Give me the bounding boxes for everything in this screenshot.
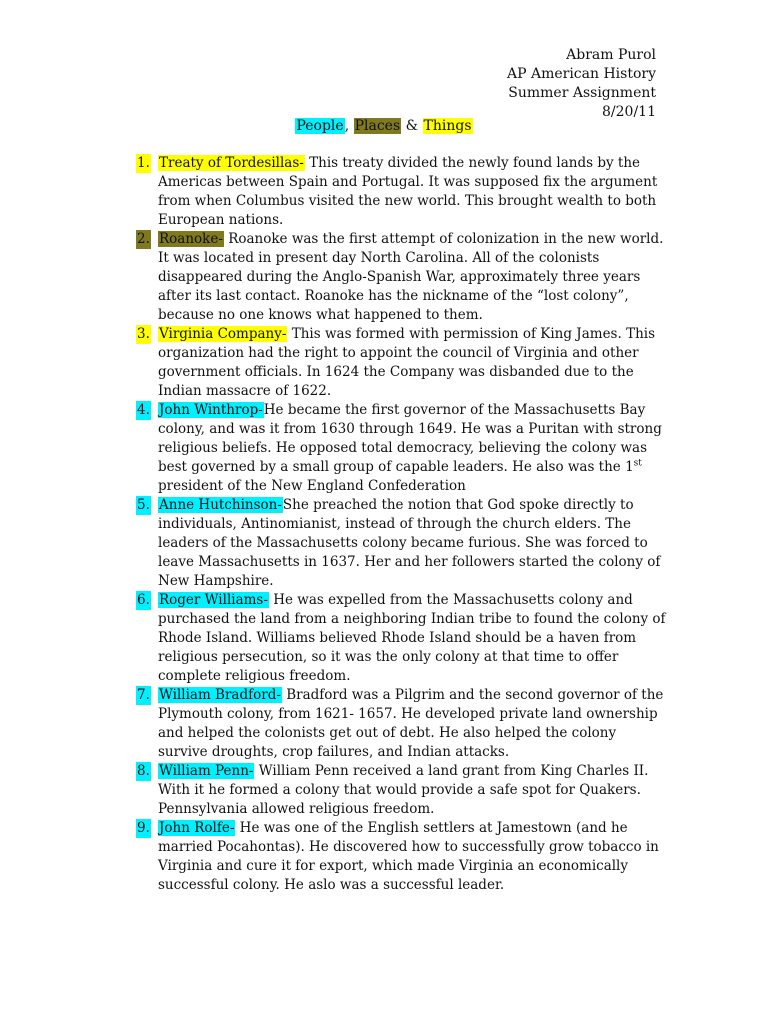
item-description: William Penn received a land grant from King Charles II. With it he formed a colony that would provide a safe spot for Quakers. Pennsylvania allowed religious freedom. bbox=[158, 763, 649, 817]
title-things: Things bbox=[423, 118, 472, 134]
item-description: He was expelled from the Massachusetts colony and purchased the land from a neighboring Indian tribe to found the colony of Rhode Island. Williams believed Rhode Island should be a haven from religious persecution, so it was the only colony at that time to offer complete religious freedom. bbox=[158, 592, 666, 684]
terms-list bbox=[136, 154, 666, 895]
title-separator-2: & bbox=[401, 118, 423, 134]
item-term: Treaty of Tordesillas- bbox=[159, 155, 304, 171]
item-description: He was one of the English settlers at Jamestown (and he married Pocahontas). He discovered how to successfully grow tobacco in Virginia and cure it for export, which made Virginia an economically successful colony. He aslo was a successful leader. bbox=[158, 820, 659, 893]
author-name: Abram Purol bbox=[566, 47, 656, 63]
item-description: He became the first governor of the Massachusetts Bay colony, and was it from 1630 through 1649. He was a Puritan with strong religious beliefs. He opposed total democracy, believing the colony was best governed by a small group of capable leaders. He also was the 1 bbox=[158, 402, 662, 475]
item-description: Bradford was a Pilgrim and the second governor of the Plymouth colony, from 1621- 1657. He developed private land ownership and helped the colonists get out of debt. He also helped the colony survive droughts, crop failures, and Indian attacks. bbox=[158, 687, 664, 760]
list-item bbox=[136, 762, 666, 819]
list-item bbox=[136, 819, 666, 895]
item-description: She preached the notion that God spoke directly to individuals, Antinomianist, instead of through the church elders. The leaders of the Massachusetts colony became furious. She was forced to leave Massachusetts in 1637. Her and her followers started the colony of New Hampshire. bbox=[158, 497, 661, 589]
item-number: 5. bbox=[137, 497, 150, 513]
item-number: 3. bbox=[137, 326, 150, 342]
author-header bbox=[507, 46, 656, 122]
list-item bbox=[136, 154, 666, 230]
assignment-date: 8/20/11 bbox=[602, 104, 656, 120]
list-item bbox=[136, 591, 666, 686]
title-separator-1: , bbox=[344, 118, 354, 134]
item-term: Roanoke- bbox=[159, 231, 223, 247]
list-item bbox=[136, 496, 666, 591]
item-number: 2. bbox=[137, 231, 150, 247]
item-term: Anne Hutchinson- bbox=[159, 497, 282, 513]
item-description: This was formed with permission of King James. This organization had the right to appoint the council of Virginia and other government officials. In 1624 the Company was disbanded due to the Indian massacre of 1622. bbox=[158, 326, 656, 399]
item-term: Roger Williams- bbox=[159, 592, 268, 608]
document-title bbox=[0, 117, 768, 136]
superscript-ordinal: st bbox=[633, 458, 642, 469]
item-term: William Bradford- bbox=[159, 687, 281, 703]
item-description: Roanoke was the first attempt of colonization in the new world. It was located in present day North Carolina. All of the colonists disappeared during the Anglo-Spanish War, approximately three years after its last contact. Roanoke has the nickname of the “lost colony”, because no one knows what happened to them. bbox=[158, 231, 664, 323]
list-item bbox=[136, 686, 666, 762]
list-item bbox=[136, 401, 666, 496]
item-description: This treaty divided the newly found lands by the Americas between Spain and Portugal. It was supposed fix the argument from when Columbus visited the new world. This brought wealth to both European nations. bbox=[158, 155, 658, 228]
assignment-name: Summer Assignment bbox=[508, 85, 656, 101]
item-description-continued: president of the New England Confederation bbox=[158, 478, 466, 494]
item-term: John Winthrop- bbox=[159, 402, 263, 418]
item-number: 7. bbox=[137, 687, 150, 703]
item-number: 1. bbox=[137, 155, 150, 171]
item-term: John Rolfe- bbox=[159, 820, 235, 836]
title-people: People bbox=[296, 118, 344, 134]
item-number: 8. bbox=[137, 763, 150, 779]
item-number: 4. bbox=[137, 402, 150, 418]
course-name: AP American History bbox=[506, 66, 656, 82]
item-number: 6. bbox=[137, 592, 150, 608]
item-term: Virginia Company- bbox=[159, 326, 287, 342]
list-item bbox=[136, 325, 666, 401]
title-places: Places bbox=[354, 118, 401, 134]
item-term: William Penn- bbox=[159, 763, 254, 779]
list-item bbox=[136, 230, 666, 325]
item-number: 9. bbox=[137, 820, 150, 836]
